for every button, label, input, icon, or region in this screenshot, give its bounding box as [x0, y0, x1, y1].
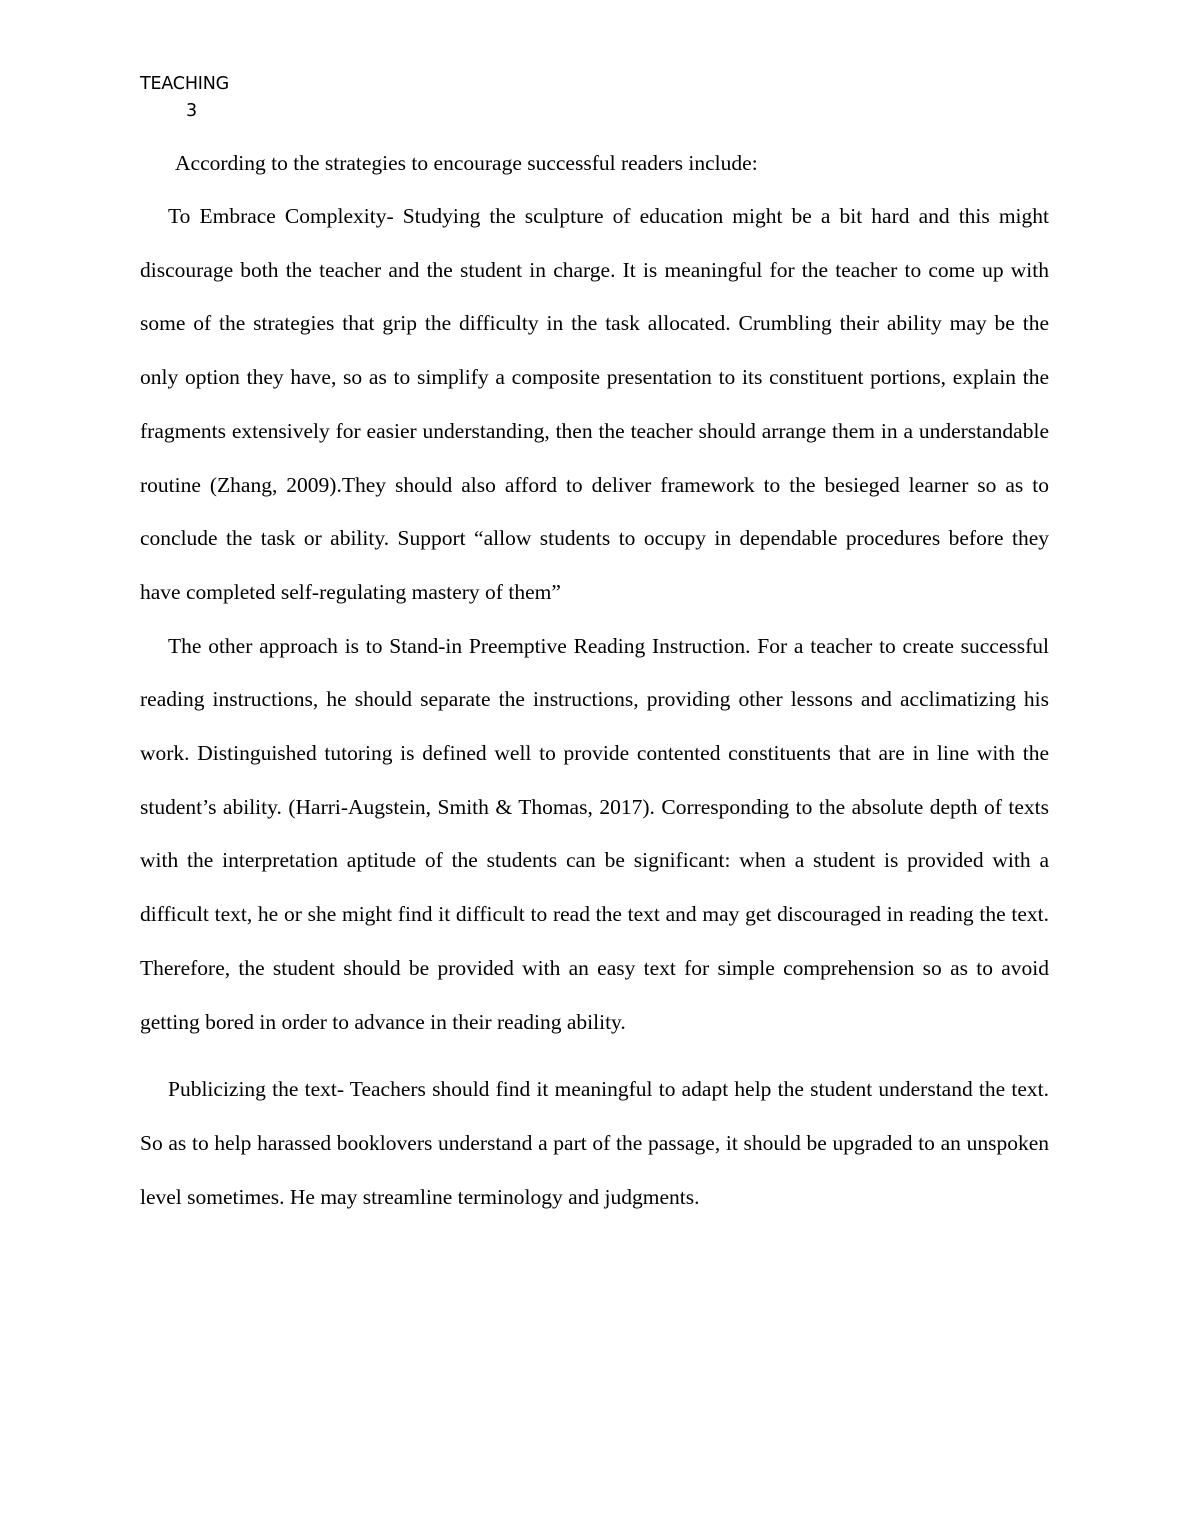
paragraph-embrace-complexity: To Embrace Complexity- Studying the sculpture of education might be a bit hard and this might discourage both the teacher and the student in charge. It is meaningful for the teacher to come up with some of the strategies that grip the difficulty in the task allocated. Crumbling their ability may be the only option they have, so as to simplify a composite presentation to its constituent portions, explain the fragments extensively for easier understanding, then the teacher should arrange them in a understandable routine (Zhang, 2009).They should also afford to deliver framework to the besieged learner so as to conclude the task or ability. Support “allow students to occupy in dependable procedures before they have completed self-regulating mastery of them”	[140, 204, 1049, 604]
document-body	[140, 143, 1049, 1224]
paragraph-publicizing-text: Publicizing the text- Teachers should find it meaningful to adapt help the student understand the text. So as to help harassed booklovers understand a part of the passage, it should be upgraded to an unspoken level sometimes. He may streamline terminology and judgments.	[140, 1077, 1049, 1209]
paragraph-reading-instruction: The other approach is to Stand-in Preemptive Reading Instruction. For a teacher to create successful reading instructions, he should separate the instructions, providing other lessons and acclimatizing his work. Distinguished tutoring is defined well to provide contented constituents that are in line with the student’s ability. (Harri-Augstein, Smith & Thomas, 2017). Corresponding to the absolute depth of texts with the interpretation aptitude of the students can be significant: when a student is provided with a difficult text, he or she might find it difficult to read the text and may get discouraged in reading the text. Therefore, the student should be provided with an easy text for simple comprehension so as to avoid getting bored in order to advance in their reading ability.	[140, 633, 1049, 1034]
intro-line: According to the strategies to encourage successful readers include:	[175, 151, 758, 175]
running-head: TEACHING	[140, 74, 230, 94]
page-number: 3	[186, 101, 198, 121]
